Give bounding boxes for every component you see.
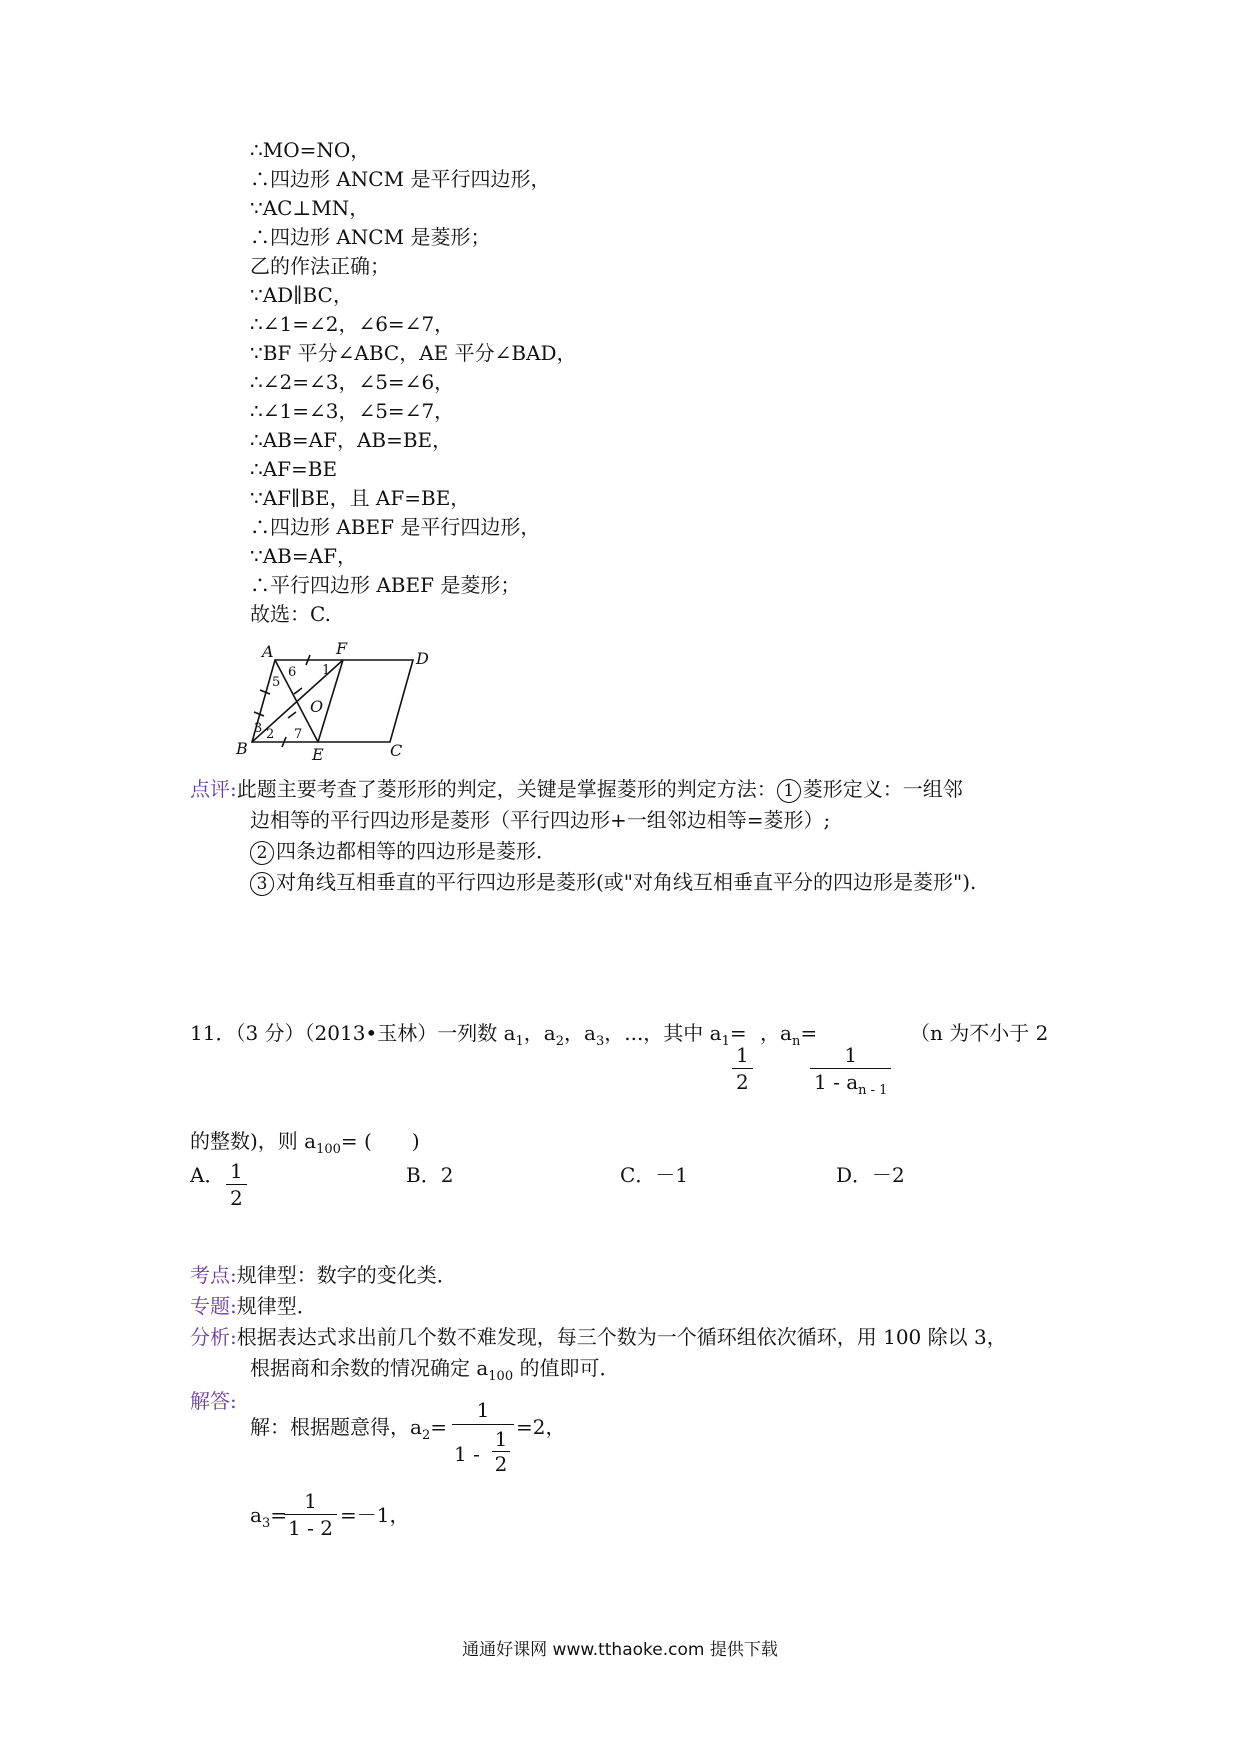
label-a: A (262, 642, 274, 661)
jieda-l1-sub: 2 (421, 1428, 431, 1443)
fraction-a2-inner-den: 2 (494, 1452, 508, 1476)
jieda-l1-result: =2， (516, 1415, 566, 1439)
fenxi-text-2b: 的值即可． (513, 1356, 620, 1380)
question-11-line-1 (190, 1016, 747, 1054)
q11-an-prefix (760, 1016, 817, 1054)
proof-line-3: ∵AC⊥MN， (250, 196, 370, 220)
label-f: F (336, 639, 348, 658)
q11-an-text: ，a (760, 1021, 792, 1045)
q11-line2-sub: 100 (316, 1142, 341, 1157)
option-a (190, 1162, 224, 1188)
fraction-a1-denominator: 2 (736, 1070, 749, 1094)
fraction-an-denominator (810, 1069, 891, 1099)
zhuanti-text: 规律型． (236, 1294, 317, 1318)
review-text-4: 对角线互相垂直的平行四边形是菱形(或"对角线互相垂直平分的四边形是菱形"). (276, 870, 977, 894)
option-a-fraction (226, 1158, 247, 1211)
fraction-a2-numerator: 1 (452, 1396, 514, 1425)
proof-line-5: 乙的作法正确； (250, 254, 390, 278)
proof-line-15: ∵AB=AF， (250, 544, 357, 568)
proof-line-7: ∴∠1=∠2，∠6=∠7， (250, 312, 455, 336)
tick-ob (288, 712, 296, 718)
proof-line-2: ∴四边形 ANCM 是平行四边形， (250, 167, 551, 191)
review-label: 点评: (190, 777, 237, 801)
fraction-an (810, 1042, 891, 1099)
q11-eq: = (729, 1021, 747, 1045)
angle-2: 2 (266, 727, 275, 742)
review-text-1: 此题主要考查了菱形形的判定，关键是掌握菱形的判定方法： (236, 777, 777, 801)
proof-line-13: ∵AF∥BE，且 AF=BE， (250, 486, 471, 510)
fraction-an-den-sub: n - 1 (858, 1083, 888, 1098)
proof-line-16: ∴平行四边形 ABEF 是菱形； (250, 573, 521, 597)
proof-line-11: ∴AB=AF，AB=BE， (250, 428, 453, 452)
angle-1: 1 (322, 663, 331, 678)
jieda-l2-sub: 3 (261, 1516, 271, 1531)
q11-line2-prefix: 的整数)，则 a (190, 1129, 317, 1153)
kaodian-text: 规律型：数字的变化类． (236, 1263, 457, 1287)
angle-5: 5 (272, 675, 281, 690)
question-11-line-2 (190, 1128, 420, 1158)
q11-line2-suffix: = ( ) (340, 1129, 420, 1153)
label-b: B (236, 739, 248, 758)
proof-line-17: 故选：C. (250, 602, 331, 626)
parallelogram-figure (230, 632, 490, 762)
label-c: C (390, 741, 403, 760)
tick-ao (294, 688, 302, 694)
fenxi-text-1: 根据表达式求出前几个数不难发现，每三个数为一个循环组依次循环，用 100 除以 3， (236, 1325, 1007, 1349)
fenxi-line-2 (250, 1355, 619, 1385)
fraction-a1 (732, 1042, 753, 1095)
circled-number-3: 3 (250, 872, 274, 896)
jieda-l1-prefix: 解：根据题意得，a (250, 1415, 422, 1439)
angle-7: 7 (294, 727, 303, 742)
jieda-l1-eq: = (430, 1415, 447, 1439)
proof-line-14: ∴四边形 ABEF 是平行四边形， (250, 515, 541, 539)
option-a-numerator: 1 (226, 1158, 247, 1185)
review-text-1b: 菱形定义：一组邻 (802, 777, 963, 801)
review-line-4 (250, 869, 976, 896)
fenxi-text-2: 根据商和余数的情况确定 a (250, 1356, 489, 1380)
jieda-line-1 (250, 1414, 447, 1444)
proof-line-9: ∴∠2=∠3，∠5=∠6， (250, 370, 455, 394)
circled-number-1: 1 (777, 779, 801, 803)
zhuanti (190, 1293, 317, 1319)
q11-an-eq: = (800, 1021, 818, 1045)
fenxi-sub: 100 (488, 1369, 514, 1384)
fraction-a3-denominator: 1 - 2 (288, 1516, 333, 1540)
fraction-an-numerator: 1 (810, 1042, 891, 1069)
fraction-a3 (284, 1488, 337, 1541)
fraction-a2-denominator (452, 1425, 514, 1483)
option-a-denominator: 2 (230, 1186, 243, 1210)
q11-sub-3: 3 (595, 1034, 605, 1049)
zhuanti-label: 专题: (190, 1294, 237, 1318)
fraction-a2 (452, 1396, 514, 1483)
jieda-line-2 (250, 1502, 287, 1532)
circled-number-2: 2 (250, 841, 274, 865)
kaodian (190, 1262, 457, 1288)
kaodian-label: 考点: (190, 1263, 237, 1287)
q11-sub-2: 2 (555, 1034, 565, 1049)
proof-line-8: ∵BF 平分∠ABC，AE 平分∠BAD， (250, 341, 577, 365)
q11-sep-1: ，a (523, 1021, 556, 1045)
label-e: E (312, 745, 324, 762)
jieda-label: 解答: (190, 1389, 237, 1413)
proof-line-6: ∵AD∥BC， (250, 283, 353, 307)
review-text-3: 四条边都相等的四边形是菱形． (276, 839, 556, 863)
q11-sep-2: ，a (564, 1021, 596, 1045)
jieda-l2-prefix: a (250, 1503, 262, 1527)
proof-line-12: ∴AF=BE (250, 457, 338, 481)
footer-text: 通通好课网 www.tthaoke.com 提供下载 (462, 1640, 778, 1660)
q11-an-sub: n (791, 1034, 801, 1049)
option-c: C．－1 (620, 1163, 689, 1187)
label-d: D (416, 649, 429, 668)
fraction-a2-den-prefix: 1 - (454, 1442, 480, 1466)
jieda-l2-eq: = (270, 1503, 287, 1527)
fenxi-label: 分析: (190, 1325, 237, 1349)
proof-line-10: ∴∠1=∠3，∠5=∠7， (250, 399, 455, 423)
q11-sub-1: 1 (515, 1034, 524, 1049)
fraction-a2-inner (492, 1427, 510, 1476)
q11-mid: ，...，其中 a (604, 1021, 722, 1045)
fraction-a1-numerator: 1 (732, 1042, 753, 1069)
review-line-2: 边相等的平行四边形是菱形（平行四边形+一组邻边相等=菱形）; (250, 808, 831, 832)
fenxi-line-1 (190, 1324, 1007, 1350)
fraction-a3-numerator: 1 (284, 1488, 337, 1515)
proof-line-1: ∴MO=NO， (250, 138, 371, 162)
angle-3: 3 (254, 721, 263, 736)
option-b: B．2 (406, 1163, 454, 1187)
review-line-1 (190, 776, 963, 803)
angle-6: 6 (288, 665, 297, 680)
q11-sub-4: 1 (721, 1034, 730, 1049)
q11-suffix: （n 为不小于 2 (910, 1021, 1049, 1045)
jieda-l2-result: =－1， (340, 1503, 410, 1527)
q11-prefix: 11．（3 分）（2013•玉林）一列数 a (190, 1021, 516, 1045)
review-line-3 (250, 838, 556, 865)
parallelogram-abcd (252, 660, 413, 742)
fraction-an-den-text: 1 - a (814, 1070, 859, 1094)
fraction-a2-inner-num: 1 (492, 1427, 510, 1452)
option-d: D．－2 (836, 1163, 905, 1187)
option-a-label: A． (190, 1163, 225, 1187)
label-o: O (310, 697, 324, 716)
proof-line-4: ∴四边形 ANCM 是菱形； (250, 225, 491, 249)
